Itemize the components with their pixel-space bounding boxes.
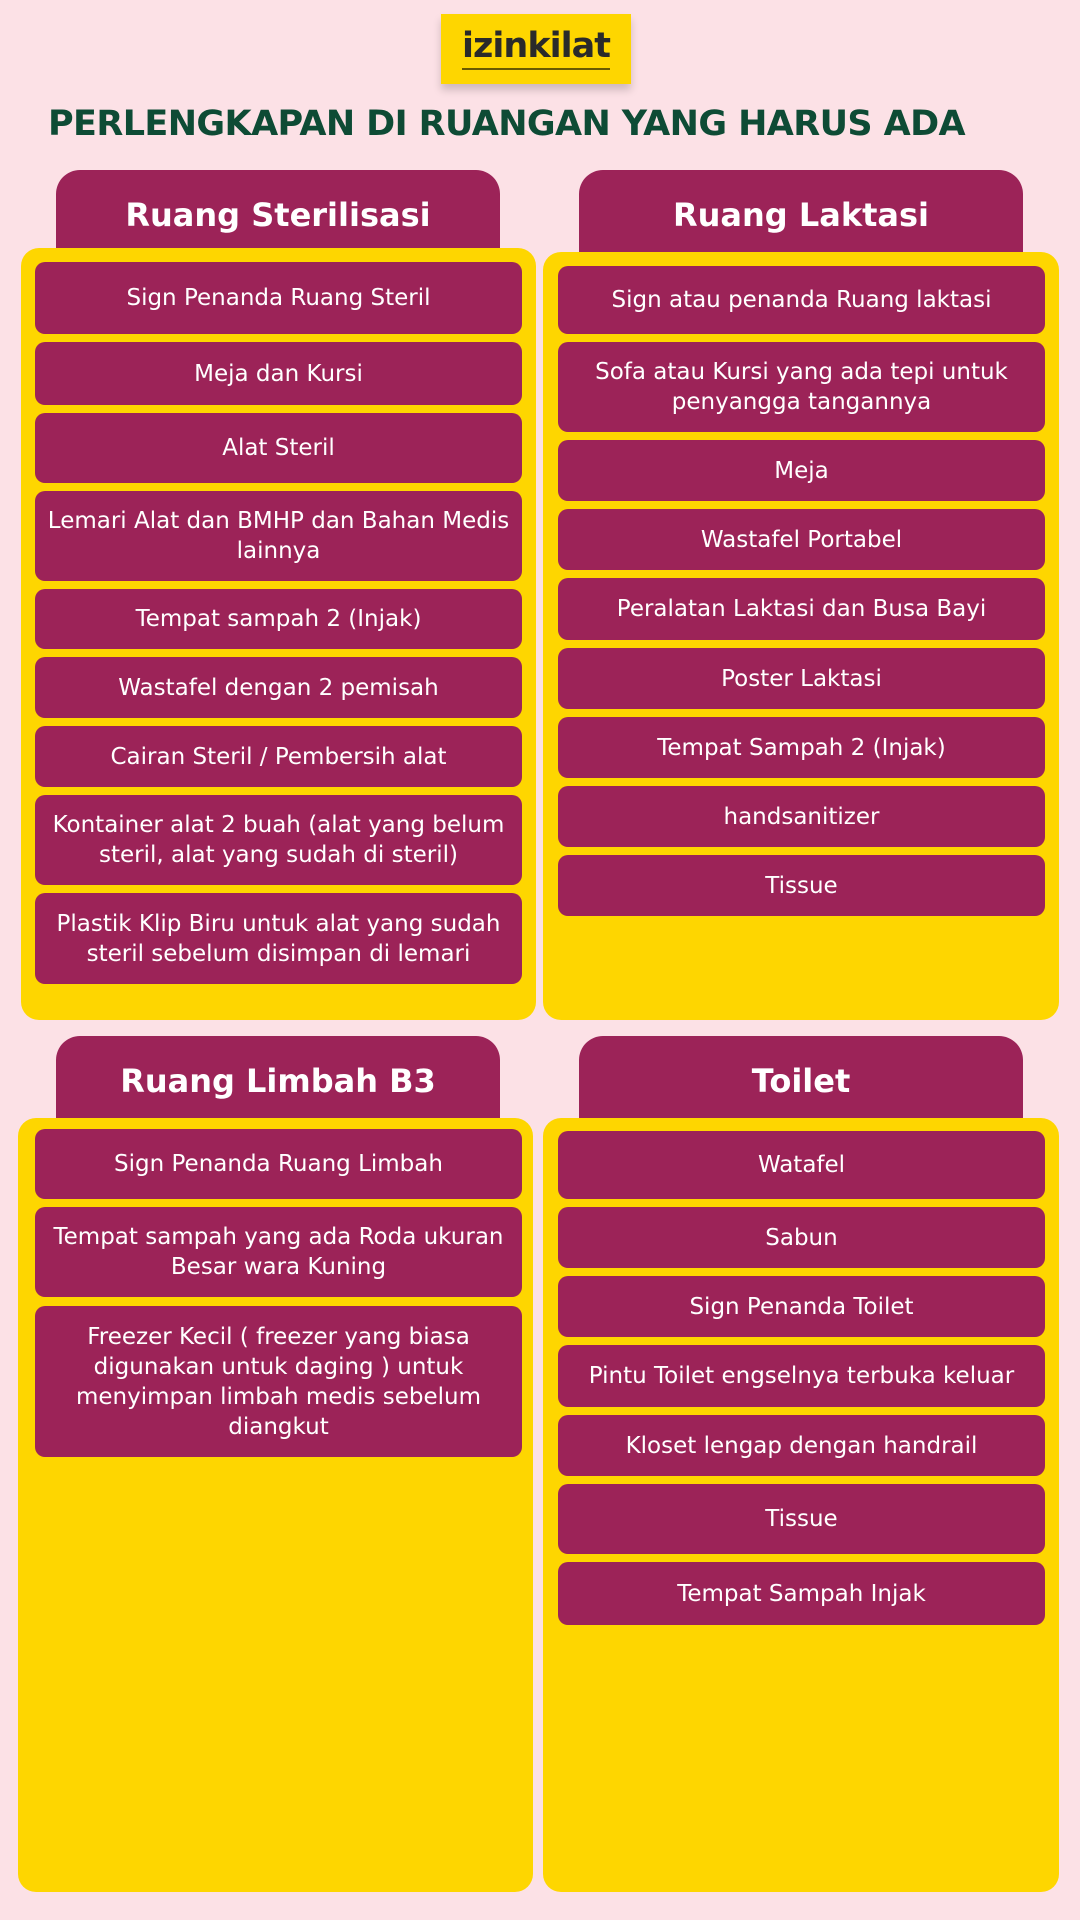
list-item: Tissue	[558, 855, 1045, 916]
list-item: Meja	[558, 440, 1045, 501]
list-item: Sign Penanda Toilet	[558, 1276, 1045, 1337]
list-item: Tissue	[558, 1484, 1045, 1554]
section-title: Toilet	[751, 1062, 851, 1100]
list-item: Sabun	[558, 1207, 1045, 1268]
list-item: handsanitizer	[558, 786, 1045, 847]
list-item: Poster Laktasi	[558, 648, 1045, 709]
section-tab-laktasi	[579, 170, 1023, 260]
list-item: Meja dan Kursi	[35, 342, 522, 405]
list-item: Kloset lengap dengan handrail	[558, 1415, 1045, 1476]
list-item: Tempat sampah 2 (Injak)	[35, 589, 522, 649]
section-tab-sterilisasi	[56, 170, 500, 260]
list-item: Sign Penanda Ruang Steril	[35, 262, 522, 334]
list-item: Tempat Sampah Injak	[558, 1562, 1045, 1625]
list-item: Sofa atau Kursi yang ada tepi untuk penyangga tangannya	[558, 342, 1045, 432]
list-item: Pintu Toilet engselnya terbuka keluar	[558, 1345, 1045, 1407]
list-item: Peralatan Laktasi dan Busa Bayi	[558, 578, 1045, 640]
brand-logo	[441, 14, 631, 84]
section-tab-limbah-b3	[56, 1036, 500, 1126]
page-title: PERLENGKAPAN DI RUANGAN YANG HARUS ADA	[48, 104, 966, 144]
section-tab-toilet	[579, 1036, 1023, 1126]
logo-text: izinkilat	[462, 29, 610, 70]
section-title: Ruang Laktasi	[672, 196, 929, 234]
list-item: Lemari Alat dan BMHP dan Bahan Medis lainnya	[35, 491, 522, 581]
list-item: Tempat sampah yang ada Roda ukuran Besar wara Kuning	[35, 1207, 522, 1297]
section-title: Ruang Sterilisasi	[125, 196, 431, 234]
list-item: Sign atau penanda Ruang laktasi	[558, 266, 1045, 334]
list-item: Cairan Steril / Pembersih alat	[35, 726, 522, 787]
list-item: Alat Steril	[35, 413, 522, 483]
list-item: Freezer Kecil ( freezer yang biasa digunakan untuk daging ) untuk menyimpan limbah medis sebelum diangkut	[35, 1306, 522, 1457]
section-title: Ruang Limbah B3	[120, 1062, 436, 1100]
list-item: Plastik Klip Biru untuk alat yang sudah steril sebelum disimpan di lemari	[35, 893, 522, 984]
list-item: Wastafel Portabel	[558, 509, 1045, 570]
list-item: Kontainer alat 2 buah (alat yang belum steril, alat yang sudah di steril)	[35, 795, 522, 885]
list-item: Tempat Sampah 2 (Injak)	[558, 717, 1045, 778]
list-item: Wastafel dengan 2 pemisah	[35, 657, 522, 718]
list-item: Sign Penanda Ruang Limbah	[35, 1129, 522, 1199]
list-item: Watafel	[558, 1131, 1045, 1199]
